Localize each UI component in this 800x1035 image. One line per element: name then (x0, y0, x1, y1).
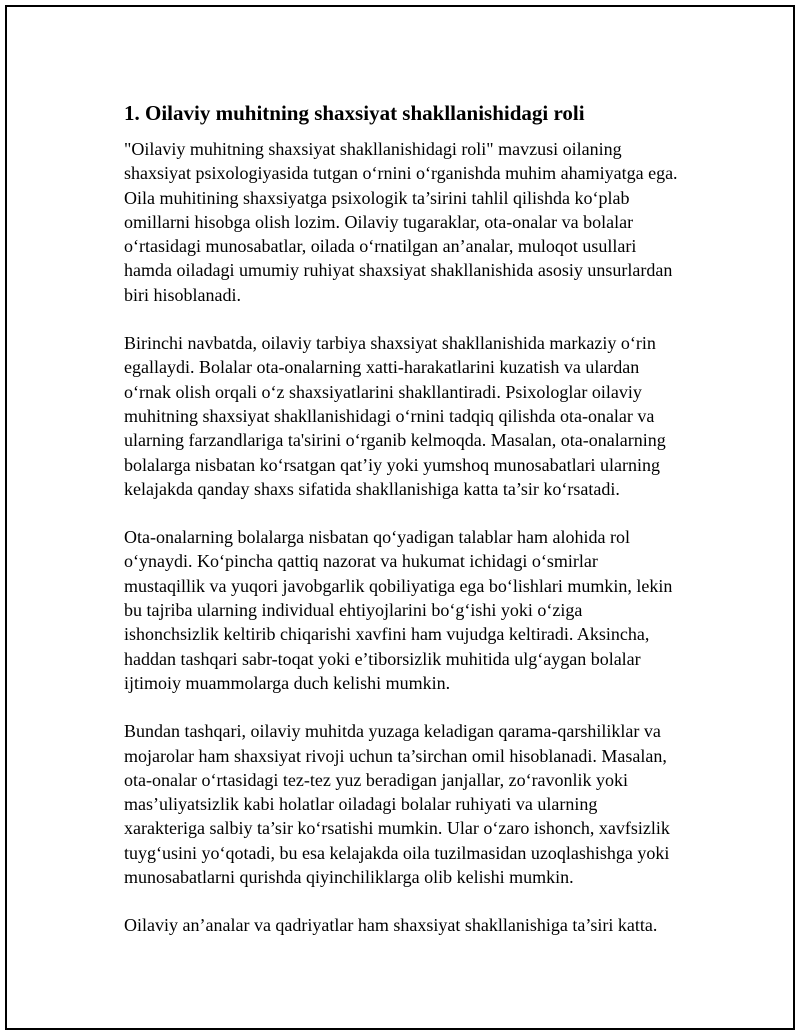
paragraph-line: o‘ynaydi. Ko‘pincha qattiq nazorat va hukumat ichidagi o‘smirlar (124, 551, 598, 572)
paragraph-line: mojarolar ham shaxsiyat rivoji uchun ta’sirchan omil hisoblanadi. Masalan, (124, 745, 667, 766)
section-heading: 1. Oilaviy muhitning shaxsiyat shakllanishidagi roli (124, 101, 585, 125)
paragraph-line: egallaydi. Bolalar ota-onalarning xatti-harakatlarini kuzatish va ulardan (124, 357, 640, 378)
paragraph-line: ijtimoiy muammolarga duch kelishi mumkin. (124, 672, 451, 693)
paragraph-line: mas’uliyatsizlik kabi holatlar oiladagi bolalar ruhiyati va ularning (124, 794, 598, 815)
paragraph-4 (124, 719, 696, 889)
paragraph-line: Oilaviy an’analar va qadriyatlar ham shaxsiyat shakllanishiga ta’siri katta. (124, 915, 658, 936)
page-frame (5, 5, 795, 1030)
paragraph-line: bolalarga nisbatan ko‘rsatgan qat’iy yoki yumshoq munosabatlari ularning (124, 454, 661, 475)
paragraph-line: ishonchsizlik keltirib chiqarishi xavfini ham vujudga keltiradi. Aksincha, (124, 624, 650, 645)
paragraph-line: kelajakda qanday shaxs sifatida shakllanishiga katta ta’sir ko‘rsatadi. (124, 478, 620, 499)
paragraph-line: omillarni hisobga olish lozim. Oilaviy tugaraklar, ota-onalar va bolalar (124, 211, 634, 232)
paragraph-line: o‘rnak olish orqali o‘z shaxsiyatlarini shakllantiradi. Psixologlar oilaviy (124, 381, 642, 402)
paragraph-line: munosabatlarni qurishda qiyinchiliklarga olib kelishi mumkin. (124, 867, 574, 888)
paragraph-line: Birinchi navbatda, oilaviy tarbiya shaxsiyat shakllanishida markaziy o‘rin (124, 333, 656, 354)
paragraph-line: Ota-onalarning bolalarga nisbatan qo‘yadigan talablar ham alohida rol (124, 527, 630, 548)
paragraph-line: biri hisoblanadi. (124, 284, 241, 305)
paragraph-line: "Oilaviy muhitning shaxsiyat shakllanishidagi roli" mavzusi oilaning (124, 139, 622, 159)
paragraph-line: bu tajriba ularning individual ehtiyojlarini bo‘g‘ishi yoki o‘ziga (124, 600, 583, 621)
paragraph-line: xarakteriga salbiy ta’sir ko‘rsatishi mumkin. Ular o‘zaro ishonch, xavfsizlik (124, 818, 670, 839)
paragraph-line: Oila muhitining shaxsiyatga psixologik ta’sirini tahlil qilishda ko‘plab (124, 187, 630, 208)
paragraph-line: hamda oiladagi umumiy ruhiyat shaxsiyat shakllanishida asosiy unsurlardan (124, 260, 673, 281)
paragraph-3 (124, 525, 696, 695)
paragraph-line: shaxsiyat psixologiyasida tutgan o‘rnini o‘rganishda muhim ahamiyatga ega. (124, 163, 678, 184)
paragraph-5 (124, 913, 696, 937)
paragraph-line: Bundan tashqari, oilaviy muhitda yuzaga keladigan qarama-qarshiliklar va (124, 721, 661, 742)
paragraph-2 (124, 331, 696, 501)
paragraph-line: o‘rtasidagi munosabatlar, oilada o‘rnatilgan an’analar, muloqot usullari (124, 236, 637, 257)
paragraph-1 (124, 137, 696, 307)
paragraph-line: mustaqillik va yuqori javobgarlik qobiliyatiga ega bo‘lishlari mumkin, lekin (124, 575, 673, 596)
page-content (124, 99, 696, 962)
paragraph-line: muhitning shaxsiyat shakllanishidagi o‘rnini tadqiq qilishda ota-onalar va (124, 405, 655, 426)
paragraph-line: ota-onalar o‘rtasidagi tez-tez yuz beradigan janjallar, zo‘ravonlik yoki (124, 769, 629, 790)
paragraph-line: haddan tashqari sabr-toqat yoki e’tiborsizlik muhitida ulg‘aygan bolalar (124, 648, 641, 669)
paragraph-line: ularning farzandlariga ta'sirini o‘rganib kelmoqda. Masalan, ota-onalarning (124, 430, 666, 451)
paragraph-line: tuyg‘usini yo‘qotadi, bu esa kelajakda oila tuzilmasidan uzoqlashishga yoki (124, 842, 670, 863)
